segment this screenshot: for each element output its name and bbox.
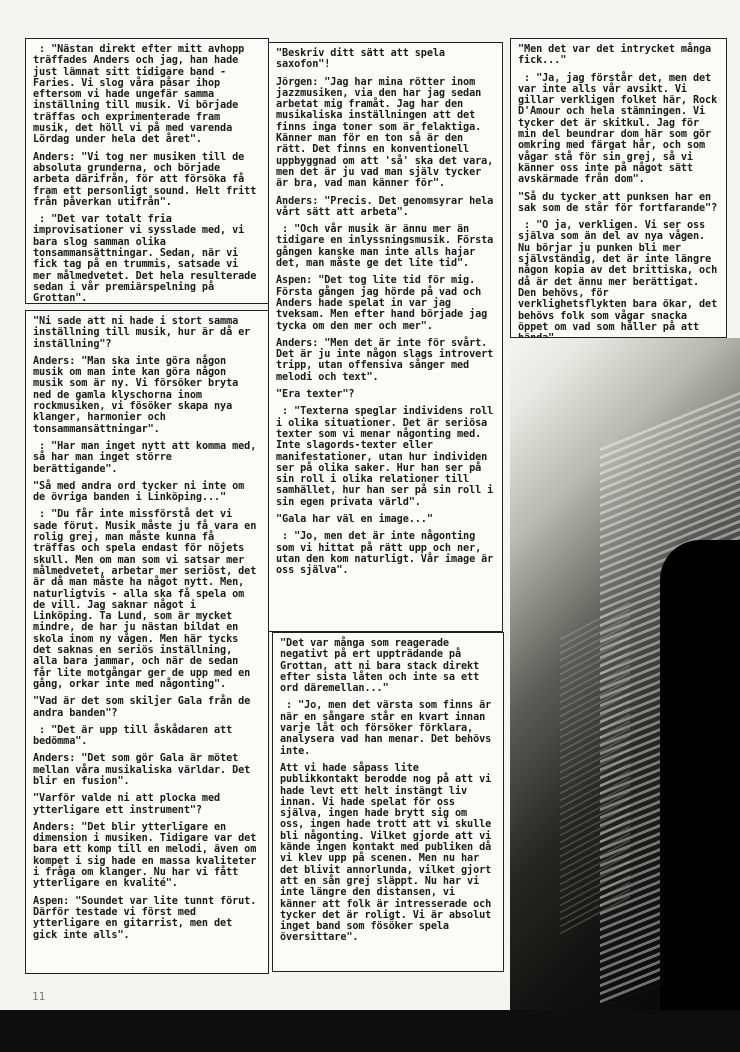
photo-blinds-shadow: [560, 601, 630, 938]
paragraph: : "Ja, jag förstår det, men det var inte alls vår avsikt. Vi gillar verkligen folket här, Rock D'Amour och hela stämningen. Vi tycker det är skitkul. Jag för min del beundrar dom här som gör omkring med färgat hår, och som vågar stå för sin grej, så vi känner oss inte på något sätt avskärmade från dom".: [518, 72, 724, 186]
paragraph: Jörgen: "Jag har mina rötter inom jazzmusiken, via den har jag sedan arbetat mig framåt. Jag har den musikaliska inställningen att det finns inga toner som är felaktiga. Känner man för en ton så är den rätt. Det finns en konventionell uppbyggnad om att 'så' ska det vara, men det är ju vad man själv tycker är bra, vad man känner för".: [276, 76, 500, 190]
paragraph: : "Jo, men det värsta som finns är när en sångare står en kvart innan varje låt och försöker förklara, analysera vad han menar. Det behövs inte.: [280, 700, 498, 757]
paragraph: "Ni sade att ni hade i stort samma inställning till musik, hur är då er inställning"?: [33, 316, 257, 350]
paragraph: : "Det var totalt fria improvisationer vi sysslade med, vi bara slog samman olika tonsammansättningar. Sedan, när vi fick tag på en trummis, satsade vi mer målmedvetet. Det hela resulterade sedan i vår premiärspelning på Grottan".: [33, 214, 263, 305]
paragraph: Anders: "Precis. Det genomsyrar hela vårt sätt att arbeta".: [276, 195, 500, 218]
page-bottom-edge: [0, 1010, 740, 1052]
paragraph: Anders: "Men det är inte för svårt. Det är ju inte någon slags introvert tripp, utan offensiva sånger med melodi och text".: [276, 337, 500, 383]
paragraph: Anders: "Man ska inte göra någon musik om man inte kan göra någon musik som är ny. Vi försöker bryta ned de gamla klyschorna inom rockmusiken, vi fösöker skapa nya klanger, harmonier och tonsammansättningar".: [33, 355, 245, 435]
paragraph: : "Det är upp till åskådaren att bedömma".: [33, 724, 239, 748]
paragraph: "Varför valde ni att plocka med ytterligare ett instrument"?: [33, 793, 227, 816]
paragraph: Anders: "Det blir ytterligare en dimension i musiken. Tidigare var det bara ett komp till en melodi, även om kompet i sig hade en massa kvaliteter i fråga om klanger. Nu har vi fått ytterligare en kvalité".: [33, 821, 263, 890]
page-number: 11: [32, 990, 46, 1003]
paragraph: : "Nästan direkt efter mitt avhopp träffades Anders och jag, han hade just lämnat sitt tidigare band - Faries. Vi slog våra påsar ihop eftersom vi hade ungefär samma inställning till musik. Vi började träffas och exprimenterade fram musik, det höll vi på med varenda Lördag under hela det året".: [33, 44, 251, 146]
paragraph: : "Du får inte missförstå det vi sade förut. Musik måste ju få vara en rolig grej, man måste kunna få träffas och spela endast för nöjets skull. Men om man som vi satsar mer målmedvetet, arbetar mer seriöst, det är då man måste ha något nytt. Men, naturligtvis - alla ska få spela om de vill. Jag saknar något i Linköping. Ta Lund, som är mycket mindre, de har ju nästan bildat en skola inom ny vågen. Men här tycks det saknas en seriös inställning, alla bara jammar, och när de sedan får lite motgångar ger de upp med en gång, orkar inte med någonting".: [33, 509, 263, 690]
paragraph: Aspen: "Det tog lite tid för mig. Första gången jag hörde på vad och Anders hade spelat in var jag tveksam. Men efter hand började jag tycka om den mer och mer".: [276, 275, 494, 332]
photo-figure-silhouette: [660, 540, 740, 1052]
paragraph: Anders: "Vi tog ner musiken till de absoluta grunderna, och började arbeta därifrån, för att försöka få fram ett personligt sound. Helt fritt från påverkan utifrån".: [33, 151, 263, 208]
paragraph: : "Texterna speglar individens roll i olika situationer. Det är seriösa texter som vi menar någonting med. Inte slagords-texter eller manifestationer, utan hur individen ser på olika saker. Hur han ser på sin roll i olika relationer till samhället, hur han ser på sin roll i sin egen privata värld".: [276, 406, 500, 508]
paragraph: "Så du tycker att punksen har en sak som de står för fortfarande"?: [518, 191, 718, 214]
paragraph: : "Har man inget nytt att komma med, så har man inget större berättigande".: [33, 440, 263, 475]
interview-box-1: [25, 38, 269, 304]
paragraph: Anders: "Det som gör Gala är mötet mellan våra musikaliska världar. Det blir en fusion".: [33, 753, 257, 787]
paragraph: "Gala har väl en image...": [276, 513, 433, 525]
paragraph: Att vi hade såpass lite publikkontakt berodde nog på att vi hade levt ett helt instängt liv innan. Vi hade spelat för oss själva, ingen hade brytt sig om oss, ingen hade trott att vi skulle bli någonting. Vilket gjorde att vi kände ingen kontakt med publiken då vi klev upp på scenen. Men nu har det blivit annorlunda, vilket gjort att en sån grej släppt. Nu har vi inte längre den distansen, vi känner att folk är intresserade och tycker det är roligt. Vi är absolut inget band som fösöker spela översittare".: [280, 762, 498, 944]
paragraph: "Era texter"?: [276, 389, 355, 401]
interview-box-3: [268, 42, 503, 632]
paragraph: "Det var många som reagerade negativt på ert uppträdande på Grottan, att ni bara stack direkt efter sista låten och inte sa ett ord däremellan...": [280, 638, 486, 695]
paragraph: : "O ja, verkligen. Vi ser oss själva som än del av nya vågen. Nu börjar ju punken bli mer självständig, det är inte längre någon kopia av det brittiska, och då är det ännu mer berättigat. Den behövs, för verklighetsflykten bara ökar, det behövs folk som vågar snacka öppet om vad som håller på att: [518, 220, 718, 333]
paragraph: "Så med andra ord tycker ni inte om de övriga banden i Linköping...": [33, 480, 251, 504]
paragraph: "Vad är det som skiljer Gala från de andra banden"?: [33, 696, 257, 719]
paragraph: "Men det var det intrycket många fick...": [518, 44, 718, 67]
paragraph: : "Jo, men det är inte någonting som vi hittat på rätt upp och ner, utan den kom naturligt. Vår image är oss själva".: [276, 531, 500, 577]
paragraph: "Beskriv ditt sätt att spela saxofon"!: [276, 48, 451, 71]
interview-box-5: [510, 38, 727, 338]
paragraph: : "Och vår musik är ännu mer än tidigare en inlyssningsmusik. Första gången kanske man inte alls hajar det, man måste ge det lite tid".: [276, 224, 500, 270]
interview-box-2: [25, 310, 269, 974]
paragraph: Aspen: "Soundet var lite tunnt förut. Därför testade vi först med ytterligare en gitarrist, men det gick inte alls".: [33, 895, 263, 941]
interview-box-4: [272, 632, 504, 972]
